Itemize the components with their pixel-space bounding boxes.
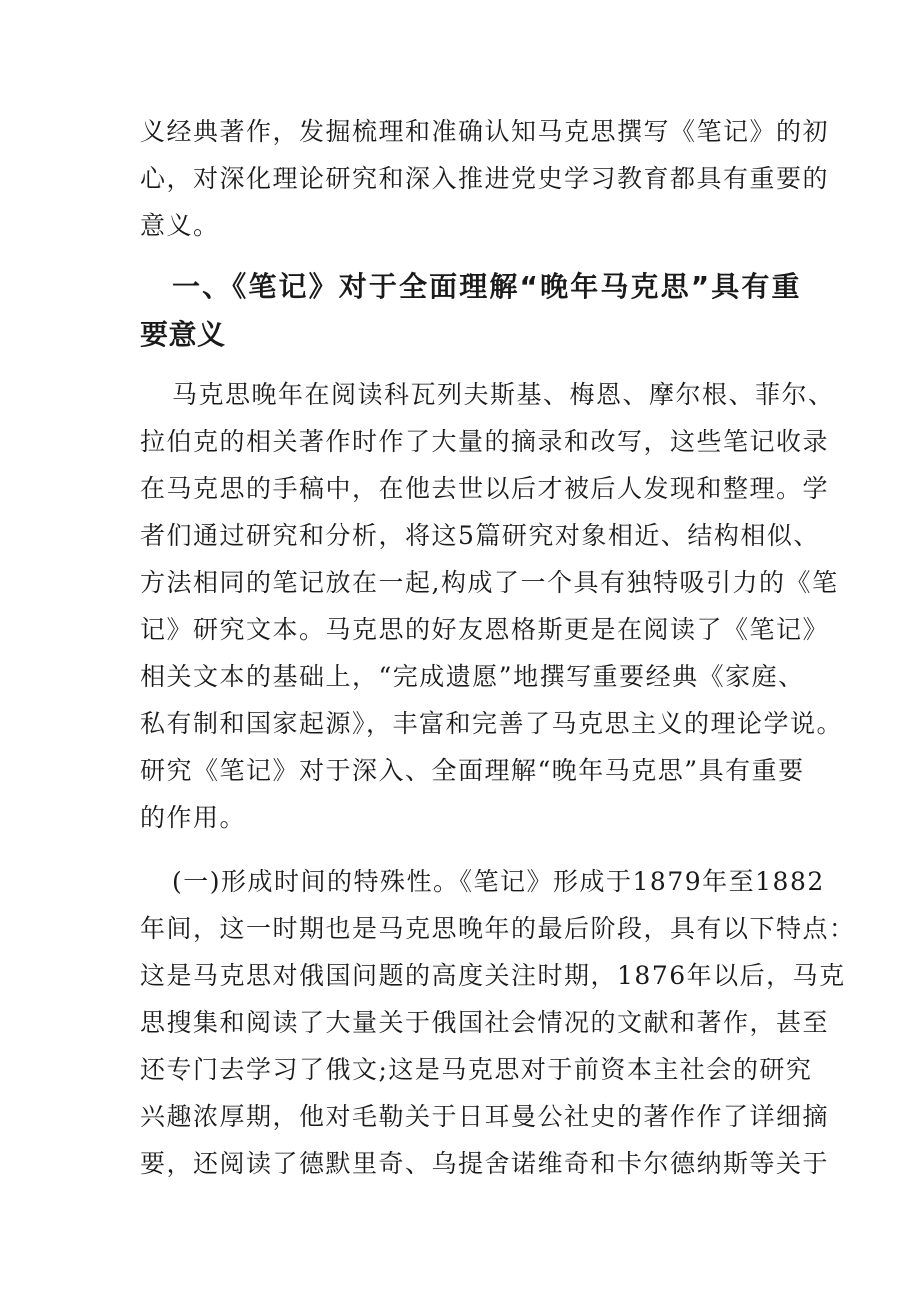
paragraph-line: 相关文本的基础上，“完成遗愿”地撰写重要经典《家庭、 xyxy=(140,662,805,691)
section-heading: 要意义 xyxy=(140,318,226,351)
intro-line: 义经典著作，发掘梳理和准确认知马克思撰写《笔记》的初 xyxy=(140,117,830,146)
paragraph-line: 私有制和国家起源》，丰富和完善了马克思主义的理论学说。 xyxy=(140,709,844,738)
paragraph-line: 拉伯克的相关著作时作了大量的摘录和改写，这些笔记收录 xyxy=(140,427,830,456)
section-heading: 一、《笔记》对于全面理解“晚年马克思”具有重 xyxy=(172,270,800,303)
paragraph-line: 要，还阅读了德默里奇、乌提舍诺维奇和卡尔德纳斯等关于 xyxy=(140,1149,830,1178)
paragraph-line: 者们通过研究和分析，将这5篇研究对象相近、结构相似、 xyxy=(140,521,820,550)
paragraph-line: 在马克思的手稿中，在他去世以后才被后人发现和整理。学 xyxy=(140,474,830,503)
paragraph-line: 记》研究文本。马克思的好友恩格斯更是在阅读了《笔记》 xyxy=(140,615,830,644)
paragraph-line: 还专门去学习了俄文;这是马克思对于前资本主社会的研究 xyxy=(140,1055,813,1084)
paragraph-line: 这是马克思对俄国问题的高度关注时期，1876年以后，马克 xyxy=(140,961,846,990)
intro-line: 意义。 xyxy=(140,211,220,240)
paragraph-line: 兴趣浓厚期，他对毛勒关于日耳曼公社史的著作作了详细摘 xyxy=(140,1102,830,1131)
paragraph-line: 方法相同的笔记放在一起,构成了一个具有独特吸引力的《笔 xyxy=(140,568,839,597)
intro-line: 心，对深化理论研究和深入推进党史学习教育都具有重要的 xyxy=(140,164,830,193)
paragraph-line: 的作用。 xyxy=(140,803,247,832)
paragraph-line: 研究《笔记》对于深入、全面理解“晚年马克思”具有重要 xyxy=(140,756,805,785)
paragraph-line: 马克思晚年在阅读科瓦列夫斯基、梅恩、摩尔根、菲尔、 xyxy=(172,380,835,409)
paragraph-line: 思搜集和阅读了大量关于俄国社会情况的文献和著作，甚至 xyxy=(140,1008,830,1037)
paragraph-line: (一)形成时间的特殊性。《笔记》形成于1879年至1882 xyxy=(172,867,825,896)
paragraph-line: 年间，这一时期也是马克思晚年的最后阶段，具有以下特点： xyxy=(140,914,856,943)
